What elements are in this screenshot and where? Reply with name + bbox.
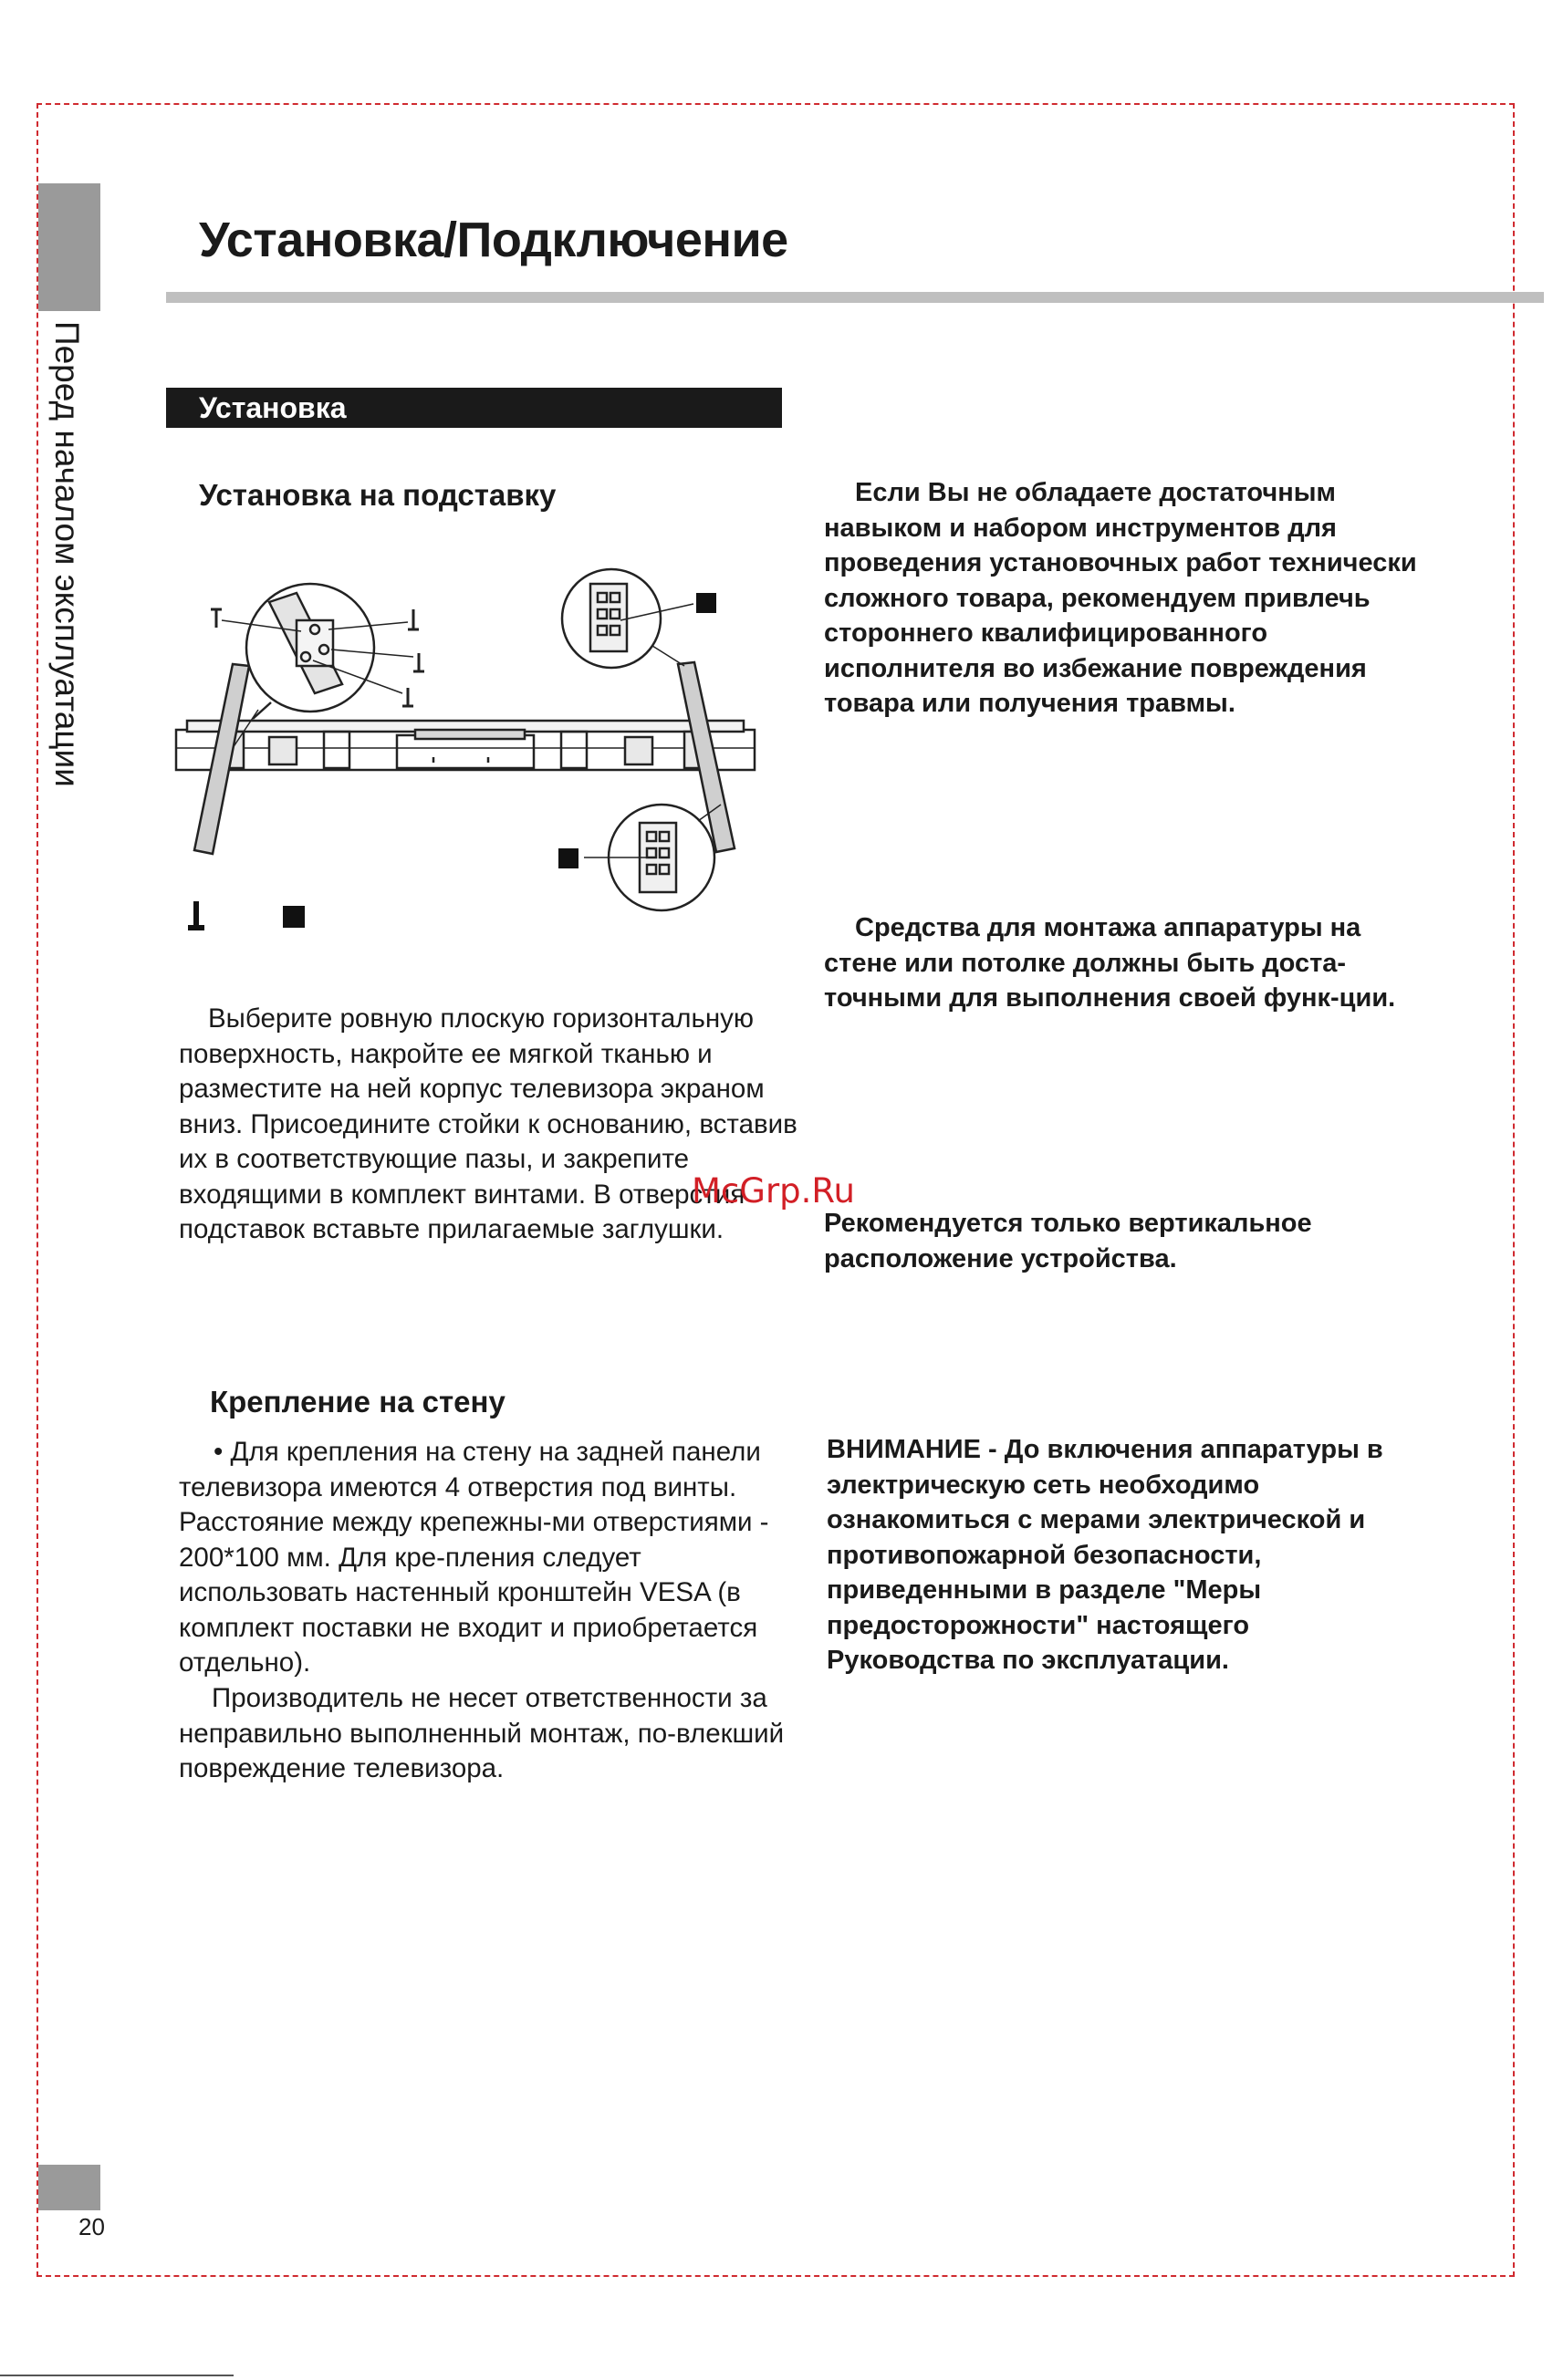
wall-heading: Крепление на стену [210, 1385, 506, 1419]
notice-vertical: Рекомендуется только вертикальное расположение устройства. [824, 1209, 1312, 1273]
side-chapter-label: Перед началом эксплуатации [48, 321, 86, 787]
page-title: Установка/Подключение [199, 213, 788, 267]
section-title: Установка [166, 388, 782, 428]
notice-mounting: Средства для монтажа аппаратуры на стене или потолке должны быть доста-точными для выполнения своей функ-ции. [824, 913, 1396, 1013]
stand-paragraph: Выберите ровную плоскую горизонтальную поверхность, накройте ее мягкой тканью и разместите на ней корпус телевизора экраном вниз. Присоедините стойки к основанию, вставив их в соответствующие пазы, и закрепите входящими в комплект винтами. В отверстия подставок вставьте прилагаемые заглушки. [179, 1003, 797, 1244]
side-tab-bottom [38, 2165, 100, 2210]
stand-diagram [169, 566, 762, 930]
wall-bullet: • Для крепления на стену на задней панели телевизора имеются 4 отверстия под винты. Расстояние между крепежны-ми отверстиями - 200*100 мм. Для кре-пления следует использовать настенный кронштейн VESA (в комплект поставки не входит и приобретается отдельно). [179, 1437, 769, 1678]
wall-paragraph: Производитель не несет ответственности за неправильно выполненный монтаж, по-влекший повреждение телевизора. [179, 1683, 785, 1783]
screw-icon [186, 901, 206, 932]
notice-warning: ВНИМАНИЕ - До включения аппаратуры в электрическую сеть необходимо ознакомиться с мерами электрической и противопожарной безопасности, приведенными в разделе "Меры предосторожности" настоящего Руководства по эксплуатации. [827, 1435, 1383, 1675]
bottom-rule [0, 2375, 234, 2376]
title-rule [166, 292, 1544, 303]
notice-skills: Если Вы не обладаете достаточным навыком и набором инструментов для проведения установочных работ технически сложного товара, рекомендуем привлечь стороннего квалифицированного исполнителя во избежание повреждения товара или получения травмы. [824, 478, 1417, 718]
side-tab-top [38, 183, 100, 311]
stand-heading: Установка на подставку [199, 478, 557, 512]
page-number: 20 [78, 2213, 105, 2240]
cap-icon [283, 906, 305, 928]
watermark: McGrp.Ru [692, 1171, 855, 1211]
